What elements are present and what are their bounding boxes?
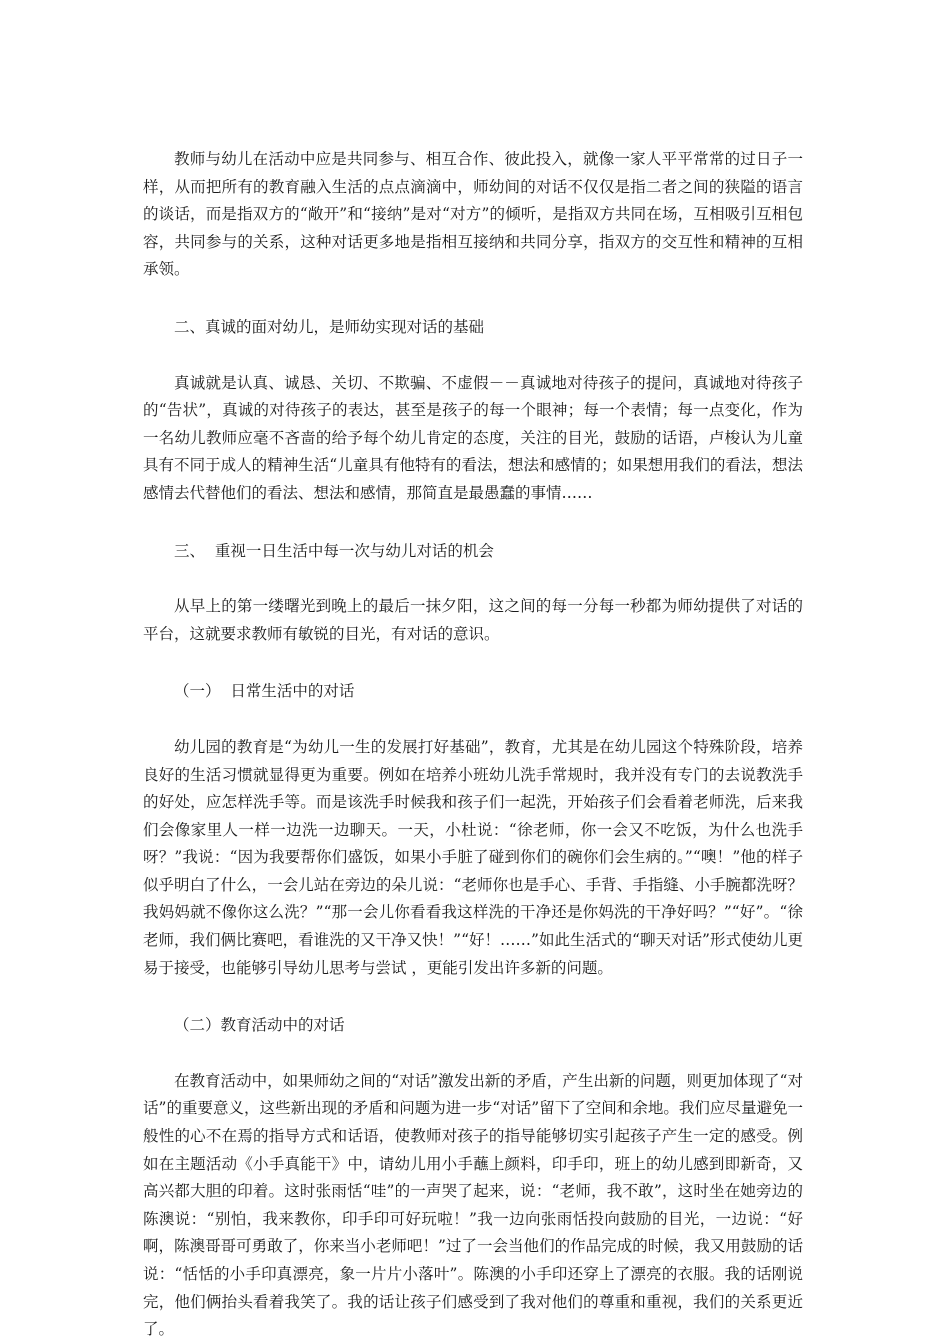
subsection-heading-daily-life: （一） 日常生活中的对话 xyxy=(174,682,355,701)
subsection-heading-education: （二）教育活动中的对话 xyxy=(174,1016,345,1035)
section-heading-2: 二、真诚的面对幼儿，是师幼实现对话的基础 xyxy=(174,317,485,336)
paragraph-education: 在教育活动中，如果师幼之间的“对话”激发出新的矛盾，产生出新的问题，则更加体现了“对话”的重要意义，这些新出现的矛盾和问题为进一步“对话”留下了空间和余地。我们应尽量避免一般性的心不在焉的指导方式和话语，使教师对孩子的指导能够切实引起孩子产生一定的感受。例如在主题活动《小手真能干》中，请幼儿用小手蘸上颜料，印手印，班上的幼儿感到即新奇，又高兴都大胆的印着。这时张雨恬“哇”的一声哭了起来，说：“老师，我不敢”，这时坐在她旁边的陈澳说：“别怕，我来教你，印手印可好玩啦！”我一边向张雨恬投向鼓励的目光，一边说：“好啊，陈澳哥哥可勇敢了，你来当小老师吧！”过了一会当他们的作品完成的时候，我又用鼓励的话说：“恬恬的小手印真漂亮，象一片片小落叶”。陈澳的小手印还穿上了漂亮的衣服。我的话刚说完，他们俩抬头看着我笑了。我的话让孩子们感受到了我对他们的尊重和重视，我们的关系更近了。 xyxy=(143,1071,803,1339)
paragraph-sincerity: 真诚就是认真、诚恳、关切、不欺骗、不虚假－－真诚地对待孩子的提问，真诚地对待孩子的“告状”，真诚的对待孩子的表达，甚至是孩子的每一个眼神；每一个表情；每一点变化，作为一名幼儿教师应毫不吝啬的给予每个幼儿肯定的态度，关注的目光，鼓励的话语，卢梭认为儿童具有不同于成人的精神生活“儿童具有他特有的看法，想法和感情的；如果想用我们的看法，想法感情去代替他们的看法、想法和感情，那简直是最愚蠢的事情…… xyxy=(143,373,803,502)
paragraph-daily-opportunity: 从早上的第一缕曙光到晚上的最后一抹夕阳，这之间的每一分每一秒都为师幼提供了对话的平台，这就要求教师有敏锐的目光，有对话的意识。 xyxy=(143,597,803,643)
paragraph-daily-life: 幼儿园的教育是“为幼儿一生的发展打好基础”，教育，尤其是在幼儿园这个特殊阶段，培养良好的生活习惯就显得更为重要。例如在培养小班幼儿洗手常规时，我并没有专门的去说教洗手的好处，应怎样洗手等。而是该洗手时候我和孩子们一起洗，开始孩子们会看着老师洗，后来我们会像家里人一样一边洗一边聊天。一天，小杜说：“徐老师，你一会又不吃饭，为什么也洗手呀？”我说：“因为我要帮你们盛饭，如果小手脏了碰到你们的碗你们会生病的。”“噢！”他的样子似乎明白了什么，一会儿站在旁边的朵儿说：“老师你也是手心、手背、手指缝、小手腕都洗呀？我妈妈就不像你这么洗？”“那一会儿你看看我这样洗的干净还是你妈洗的干净好吗？”“好”。“徐老师，我们俩比赛吧，看谁洗的又干净又快！”“好！……”如此生活式的“聊天对话”形式使幼儿更易于接受，也能够引导幼儿思考与尝试 ，更能引发出许多新的问题。 xyxy=(143,737,803,977)
document-page xyxy=(143,146,803,1344)
paragraph-intro: 教师与幼儿在活动中应是共同参与、相互合作、彼此投入，就像一家人平平常常的过日子一样，从而把所有的教育融入生活的点点滴滴中，师幼间的对话不仅仅是指二者之间的狭隘的语言的谈话，而是指双方的“敞开”和“接纳”是对“对方”的倾听，是指双方共同在场，互相吸引互相包容，共同参与的关系，这种对话更多地是指相互接纳和共同分享，指双方的交互性和精神的互相承领。 xyxy=(143,150,803,279)
section-heading-3: 三、 重视一日生活中每一次与幼儿对话的机会 xyxy=(174,541,494,560)
